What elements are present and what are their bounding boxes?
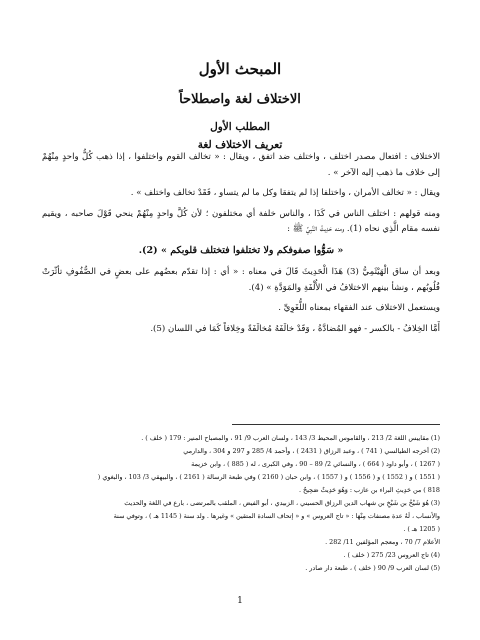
footnote-line: الأعلام 7/ 70 ، ومعجم المؤلفين 11/ 282 . [325,538,440,546]
heading-block [0,60,480,151]
footnote-divider [232,424,440,425]
footnote-line: والأنساب ، لَهُ عدة مصنفات مِنْهَا : « تاج العروس » و « إتحاف السادة المتقين » وغيرها . ولد سنة ( 1145 هـ ) ، وتوفي سنة [113,512,440,520]
paragraph-usage: ويقال : « تخالف الأمران ، واختلفا إذا لم يتفقا وكل ما لم يتساو ، فَقَدْ تخالف واختلف » . [130,188,440,198]
footnote-line: (1) مقاييس اللغة 2/ 213 ، والقاموس المحيط 3/ 143 ، ولسان العرب 9/ 91 ، والمصباح المنير : 179 ( خلف ) . [141,434,440,442]
footnote-line: (4) تاج العروس 23/ 275 ( خلف ) . [343,551,440,559]
section-title: المبحث الأول [198,60,282,78]
footnote-line: ( 1551 ) و ( 1552 ) و ( 1556 ) و ( 1557 ) ، وابن حبان ( 2160 ) وفي طبعة الرسالة ( 2161 ) ، والبيهقي 3/ 103 ، والبغوي ( [97,473,440,481]
subsection-subtitle: تعريف الاختلاف لغة [197,139,283,151]
hadith-quote: « سَوُّوا صفوفكم ولا تختلفوا فتختلف قلوبكم » (2). [138,244,344,256]
footnote-line: ( 1267 ) ، وأبو داود ( 664 ) ، والنسائي 2/ 89 – 90 ، وفي الكبرى ، له ( 885 ) ، وابن خزيمة [191,460,440,468]
footnote-line: ( 1205 هـ ) . [403,525,440,533]
paragraph-commentary: وبعد أن ساق الْهَيْثَمِيُّ (3) هَذَا الْحَدِيثَ قَالَ في معناه : « أي : إذا تقدّم بعضُهم على بعضٍ في الصُّفُوفِ تأثّرَتْ قُلُوبُهم ، ونشأ بينهم الاختلافُ في الأُلْفَةِ والمَوَدَّةِ » (4). [42,267,440,293]
topic-title: الاختلاف لغة واصطلاحاً [179,92,301,107]
footnotes [42,432,440,575]
paragraph-fiqh-usage: ويستعمل الاختلاف عند الفقهاء بمعناه اللُّغَوِيِّ . [278,303,440,313]
subsection-title: المطلب الأول [210,121,270,133]
paragraph-example: ومنه قولهم : اختلف الناس في كَذَا ، والناس خلفة أي مختلفون ؛ لأن كُلَّ واحدٍ مِنْهُمْ ينحي قَوْلَ صاحبه ، ويقيم نفسه مقام الَّذِي نحاه (1). ومنه حَدِيثُ النَّبِيِّ ﷺ : [42,208,440,234]
body-text [42,150,440,337]
footnote-line: 818 ) من حَدِيثِ البراء بن عازب : وَهُوَ حَدِيثٌ صَحِيحٌ . [298,486,440,494]
paragraph-definition: الاختلاف : افتعال مصدر اختلف ، واختلف ضد اتفق ، ويقال : « تخالف القوم واختلفوا ، إذا ذهب كُلُّ واحدٍ مِنْهُمْ إلى خلاف ما ذهب إليه الآخر » . [42,152,440,178]
footnote-line: (5) لسان العرب 9/ 90 ( خلف ) ، طبعة دار صادر . [305,564,440,572]
page-number: 1 [237,596,243,606]
footnote-line: (2) أخرجه الطيالسي ( 741 ) ، وعبد الرزاق ( 2431 ) ، وأحمد 4/ 285 و 297 و 304 ، والدارمي [183,447,440,455]
footnote-line: (3) هُوَ شَيْخُ بن شَيْخِ بن شهاب الدين الرزاق الحسيني ، الزبيدي ، أبو الفيض ، الملقب بالمرتضى ، بارع في اللغة والحديث [124,499,440,507]
paragraph-khilaf: أَمَّا الخِلافُ - بالكسر - فهو المُضادَّةُ ، وَقَدْ خالَفَهُ مُخالَفَةً وخِلافاً كَمَا في اللسان (5). [150,323,440,334]
